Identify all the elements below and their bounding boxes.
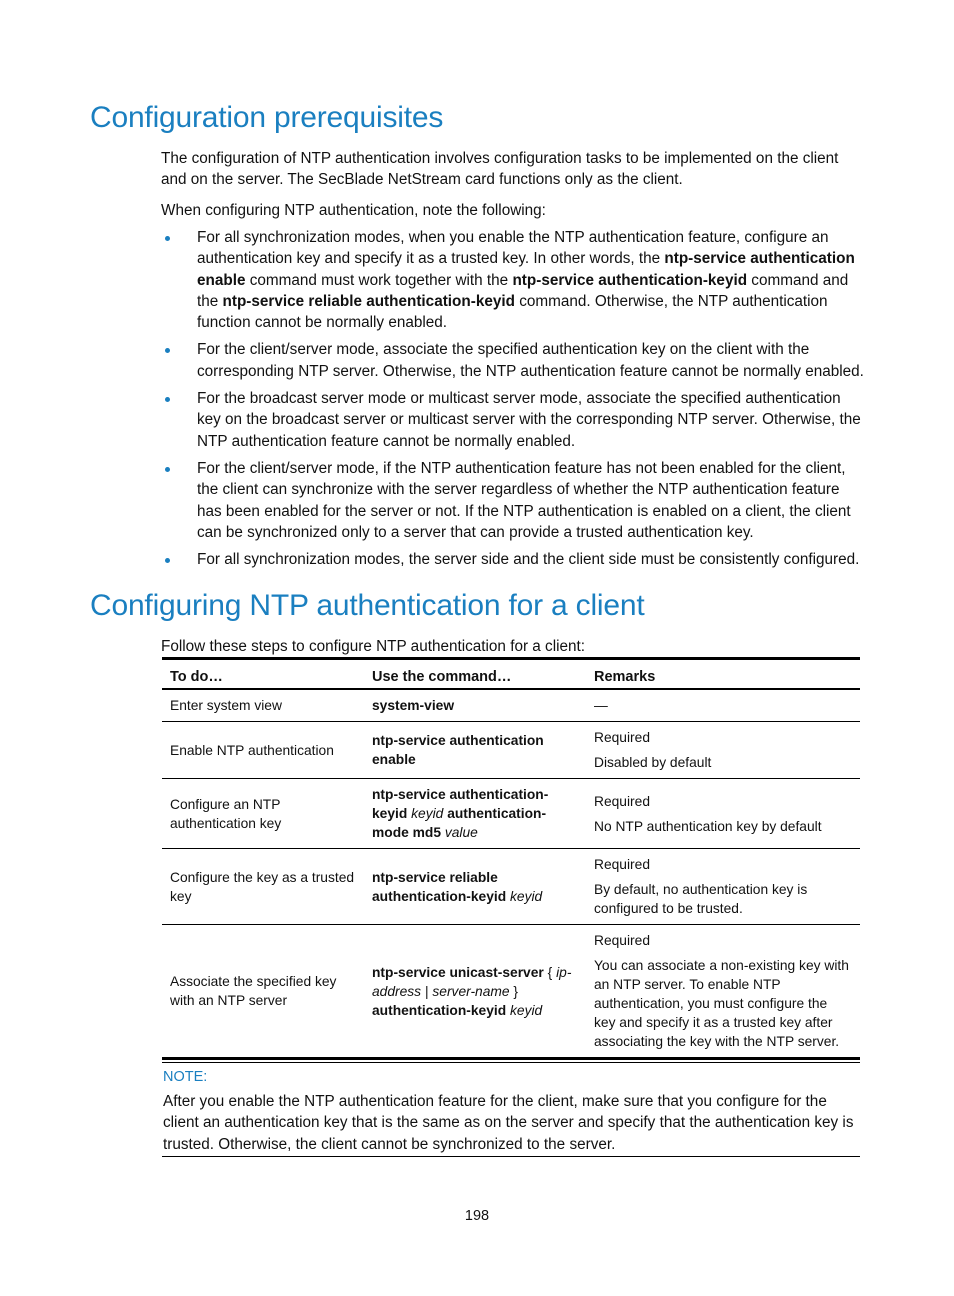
- page-number: 198: [464, 1208, 490, 1224]
- client-auth-intro: Follow these steps to configure NTP authentication for a client:: [161, 638, 586, 655]
- remark-line: Required: [594, 793, 650, 809]
- bullet-text: For all synchronization modes, when you enable the NTP authentication feature, configure an authentication key and specify it as a trusted key. In other words, the: [197, 229, 829, 268]
- bullet-text: For the broadcast server mode or multicast server mode, associate the specified authentication key on the broadcast server or multicast server with the corresponding NTP server. Otherwise, the NTP authentication feature cannot be normally enabled.: [197, 390, 861, 450]
- command-argument: keyid: [510, 1002, 543, 1018]
- table-row: [162, 925, 860, 1059]
- bullet-icon: [165, 236, 170, 241]
- command-symbol: {: [547, 964, 553, 980]
- bullet-icon: [165, 397, 170, 402]
- bullet-text: For the client/server mode, if the NTP authentication feature has not been enabled for the client, the client can synchronize with the server regardless of whether the NTP authentication feature has been enabled for the server or not. If the NTP authentication is enabled on a client, the client can be synchronized only to a server that can provide a trusted authentication key.: [197, 459, 851, 541]
- bullet-icon: [165, 558, 170, 563]
- command-keyword: ntp-service reliable authentication-keyid: [372, 869, 507, 904]
- bullet-text: command must work together with the: [245, 271, 513, 289]
- command-symbol: }: [513, 983, 519, 999]
- bullet-text: command and the: [197, 271, 849, 310]
- remark-line: —: [594, 698, 608, 713]
- prerequisites-list: [161, 227, 867, 576]
- column-header-command: Use the command…: [364, 659, 586, 690]
- table-row: [162, 689, 860, 722]
- list-item: [161, 339, 867, 382]
- command-keyword: authentication-keyid: [372, 1002, 507, 1018]
- bullet-icon: [165, 467, 170, 472]
- bullet-text: For all synchronization modes, the server side and the client side must be consistently configured.: [197, 551, 860, 569]
- command-argument: value: [444, 825, 478, 840]
- cell-todo: Enable NTP authentication: [162, 722, 364, 779]
- table-header-row: [162, 659, 860, 690]
- list-item: [161, 227, 867, 333]
- table-row: [162, 722, 860, 779]
- command-name: ntp-service authentication enable: [197, 250, 855, 289]
- table-row: [162, 849, 860, 925]
- command-keyword: authentication-mode md5: [372, 806, 547, 840]
- cell-remarks: [586, 689, 860, 722]
- list-item: [161, 458, 867, 543]
- note-box: [162, 1062, 860, 1157]
- column-header-remarks: Remarks: [586, 659, 860, 690]
- cell-remarks: [586, 849, 860, 925]
- remark-line: Required: [594, 933, 650, 948]
- cell-remarks: [586, 779, 860, 849]
- bullet-text: For the client/server mode, associate the specified authentication key on the client with the corresponding NTP server. Otherwise, the NTP authentication feature cannot be normally enabled.: [197, 341, 864, 380]
- cell-remarks: [586, 722, 860, 779]
- cell-command: [364, 925, 586, 1059]
- column-header-todo: To do…: [162, 659, 364, 690]
- remark-line: Disabled by default: [594, 755, 712, 770]
- command-name: ntp-service authentication-keyid: [512, 271, 748, 289]
- list-item: [161, 388, 867, 452]
- list-item: [161, 549, 867, 570]
- command-argument: keyid: [411, 806, 444, 821]
- cell-command: [364, 849, 586, 925]
- note-label: NOTE:: [163, 1069, 208, 1085]
- command-keyword: ntp-service authentication enable: [372, 733, 544, 767]
- cell-todo: Associate the specified key with an NTP server: [162, 925, 364, 1059]
- cell-todo: Configure an NTP authentication key: [162, 779, 364, 849]
- prerequisites-intro: The configuration of NTP authentication involves configuration tasks to be implemented on the client and on the server. The SecBlade NetStream card functions only as the client.: [161, 150, 839, 189]
- command-keyword: ntp-service authentication-keyid: [372, 787, 549, 821]
- command-argument: keyid: [510, 888, 543, 904]
- prerequisites-lead: When configuring NTP authentication, note the following:: [161, 202, 546, 219]
- remark-line: No NTP authentication key by default: [594, 818, 822, 834]
- remark-line: Required: [594, 857, 650, 872]
- remark-line: You can associate a non-existing key with an NTP server. To enable NTP authentication, you must configure the key and specify it as a trusted key after associating the key with the NTP server.: [594, 958, 849, 1049]
- cell-todo: Configure the key as a trusted key: [162, 849, 364, 925]
- cell-command: [364, 779, 586, 849]
- command-argument: ip-address: [372, 964, 572, 999]
- cell-todo: Enter system view: [162, 689, 364, 722]
- cell-remarks: [586, 925, 860, 1059]
- command-name: ntp-service reliable authentication-keyid: [222, 292, 515, 310]
- bullet-icon: [165, 348, 170, 353]
- command-argument: server-name: [432, 983, 510, 999]
- remark-line: By default, no authentication key is configured to be trusted.: [594, 882, 808, 916]
- command-keyword: ntp-service unicast-server: [372, 964, 544, 980]
- note-text: After you enable the NTP authentication feature for the client, make sure that you configure for the client an authentication key that is the same as on the server and specify that the authentication key is trusted. Otherwise, the client cannot be synchronized to the server.: [163, 1093, 854, 1153]
- command-symbol: |: [424, 983, 429, 999]
- bullet-text: command. Otherwise, the NTP authentication function cannot be normally enabled.: [197, 292, 828, 332]
- cell-command: [364, 689, 586, 722]
- cell-command: [364, 722, 586, 779]
- section-heading-prerequisites: Configuration prerequisites: [90, 101, 444, 134]
- section-heading-client-auth: Configuring NTP authentication for a client: [90, 589, 645, 622]
- config-steps-table: [162, 657, 860, 1060]
- remark-line: Required: [594, 730, 650, 745]
- table-row: [162, 779, 860, 849]
- command-keyword: system-view: [372, 698, 455, 713]
